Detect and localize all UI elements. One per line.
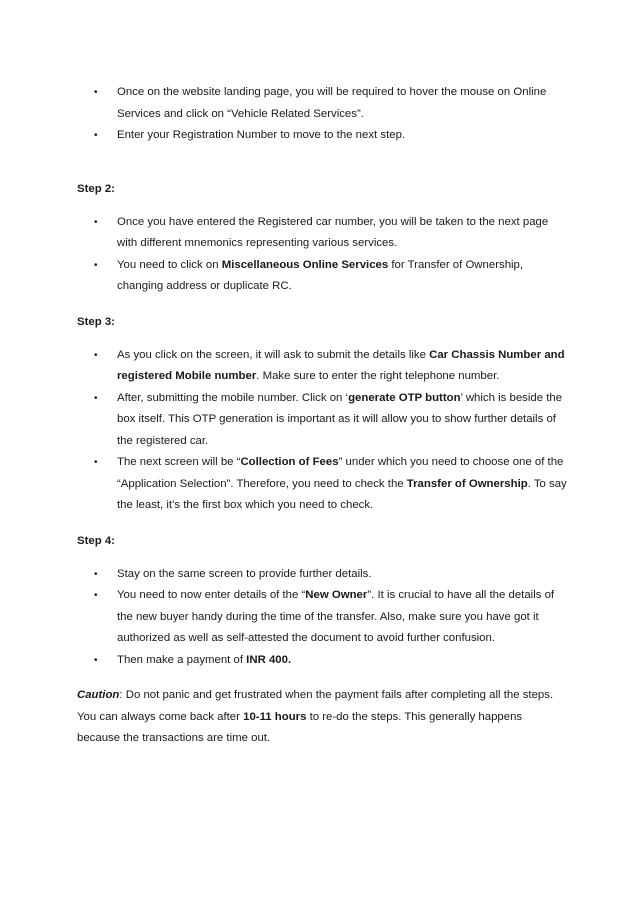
list-item-text: Once you have entered the Registered car number, you will be taken to the next page with different mnemonics representing various services.	[117, 215, 549, 249]
bullet-icon: •	[94, 590, 98, 601]
list-item	[77, 345, 567, 388]
bullet-icon: •	[94, 654, 98, 666]
list-item	[77, 125, 567, 147]
list-item-text: As you click on the screen, it will ask to submit the details like Car Chassis Number and registered Mobile number. Make sure to enter the right telephone number.	[117, 348, 565, 382]
list-item	[77, 388, 567, 453]
caution-paragraph: Caution: Do not panic and get frustrated when the payment fails after completing all the steps. You can always come back after 10-11 hours to re-do the steps. This generally happens because the transactions are time out.	[77, 689, 554, 744]
bullet-icon: •	[94, 392, 98, 404]
bullet-icon: •	[94, 259, 98, 271]
list-item-text: Enter your Registration Number to move to the next step.	[117, 129, 406, 141]
bullet-icon: •	[94, 349, 98, 361]
bullet-icon: •	[94, 568, 98, 580]
step-2-heading: Step 2:	[77, 182, 115, 195]
list-item	[77, 255, 567, 298]
list-item-text: Once on the website landing page, you will be required to hover the mouse on Online Services and click on “Vehicle Related Services”.	[117, 86, 547, 120]
step-2-list	[77, 212, 567, 298]
list-item-text: You need to click on Miscellaneous Online Services for Transfer of Ownership, changing address or duplicate RC.	[117, 258, 524, 292]
bullet-icon: •	[94, 87, 98, 98]
step-4-heading: Step 4:	[77, 534, 115, 547]
step-4-list	[77, 564, 567, 672]
list-item	[77, 564, 567, 586]
step-3-list	[77, 345, 567, 517]
list-item-text: After, submitting the mobile number. Click on ‘generate OTP button’ which is beside the box itself. This OTP generation is important as it will allow you to show further details of the registered car.	[117, 391, 563, 447]
intro-list	[77, 82, 567, 147]
bullet-icon: •	[94, 130, 98, 141]
list-item	[77, 650, 567, 672]
list-item	[77, 452, 567, 517]
list-item-text: Then make a payment of INR 400.	[117, 653, 292, 666]
bullet-icon: •	[94, 216, 98, 228]
bullet-icon: •	[94, 457, 98, 468]
list-item	[77, 212, 567, 255]
document-body	[77, 82, 567, 750]
list-item-text: Stay on the same screen to provide further details.	[117, 567, 372, 580]
list-item-text: The next screen will be “Collection of Fees” under which you need to choose one of the “Application Selection”. Therefore, you need to check the Transfer of Ownership. To say the least, it’s the first box which you need to check.	[117, 456, 567, 511]
list-item	[77, 585, 567, 650]
list-item	[77, 82, 567, 125]
list-item-text: You need to now enter details of the “New Owner”. It is crucial to have all the details of the new buyer handy during the time of the transfer. Also, make sure you have got it authorized as well as self-attested the document to avoid further confusion.	[117, 589, 555, 644]
step-3-heading: Step 3:	[77, 315, 115, 328]
